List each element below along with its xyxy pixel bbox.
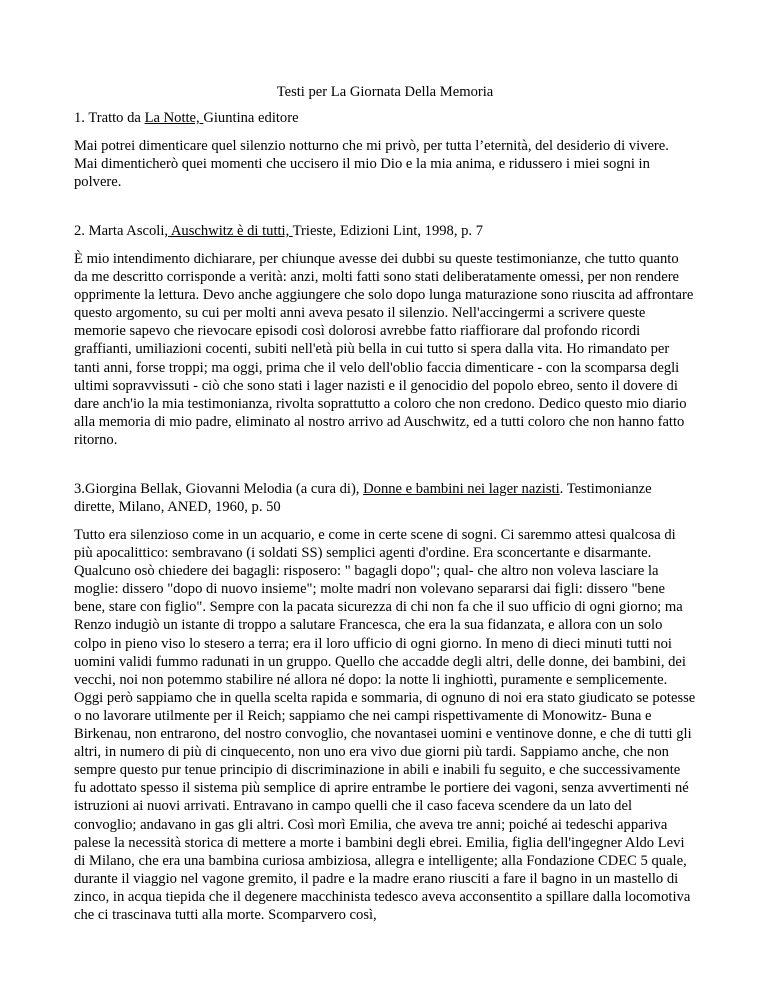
section-3-text: Tutto era silenzioso come in un acquario, e come in certe scene di sogni. Ci saremmo attesi qualcosa di più apocalittico: sembravano (i soldati SS) semplici agenti d'ordine. Era sconcertante e disarmante. Qualcuno osò chiedere dei bagagli: risposero: " bagagli dopo"; qual- che altro non voleva lasciare la moglie: dissero "dopo di nuovo insieme"; molte madri non volevano separarsi dai figli: dissero "bene bene, stare con figlio". Sempre con la pacata sicurezza di chi non fa che il suo ufficio di ogni giorno; ma Renzo indugiò un istante di troppo a salutare Francesca, che era la sua fidanzata, e allora con un solo colpo in pieno viso lo stesero a terra; era il loro ufficio di ogni giorno. In meno di dieci minuti tutti noi uomini validi fummo radunati in un gruppo. Quello che accadde degli altri, delle donne, dei bambini, dei vecchi, noi non potemmo stabilire né allora né dopo: la notte li inghiottì, puramente e semplicemente. Oggi però sappiamo che in quella scelta rapida e sommaria, di ognuno di noi era stato giudicato se potesse o no lavorare utilmente per il Reich; sappiamo che nei campi rispettivamente di Monowitz- Buna e Birkenau, non entrarono, del nostro convoglio, che novantasei uomini e ventinove donne, e che di tutti gli altri, in numero di più di cinquecento, non uno era vivo due giorni più tardi. Sappiamo anche, che non sempre questo pur tenue principio di discriminazione in abili e inabili fu seguito, e che successivamente fu adottato spesso il sistema più semplice di aprire entrambe le portiere dei vagoni, senza avvertimenti né istruzioni ai nuovi arrivati. Entravano in campo quelli che il caso faceva scendere da un lato del convoglio; andavano in gas gli altri. Così morì Emilia, che aveva tre anni; poiché ai tedeschi appariva palese la necessità storica di mettere a morte i bambini degli ebrei. Emilia, figlia dell'ingegner Aldo Levi di Milano, che era una bambina curiosa ambiziosa, allegra e intelligente; alla Fondazione CDEC 5 quale, durante il viaggio nel vagone gremito, il padre e la madre erano riusciti a fare il bagno in un mastello di zinco, in acqua tiepida che il degenere macchinista tedesco aveva acconsentito a spillare dalla locomotiva che ci trascinava tutti alla morte. Scomparvero così,	[74, 527, 696, 923]
section-3-book-title: Donne e bambini nei lager nazisti	[363, 481, 560, 497]
section-3-heading	[74, 480, 696, 516]
section-1-text: Mai potrei dimenticare quel silenzio notturno che mi privò, per tutta l’eternità, del desiderio di vivere. Mai dimenticherò quei momenti che uccisero il mio Dio e la mia anima, e ridussero i miei sogni in polvere.	[74, 138, 669, 191]
section-2-number: 2.	[74, 223, 85, 239]
section-1-book-title: La Notte,	[144, 110, 204, 126]
section-3-suffix: . Testimonianze dirette, Milano, ANED, 1960, p. 50	[74, 481, 652, 516]
section-1-prefix: Tratto da	[84, 110, 145, 126]
section-2-suffix: Trieste, Edizioni Lint, 1998, p. 7	[292, 223, 484, 239]
section-3-prefix: Giorgina Bellak, Giovanni Melodia (a cura di),	[84, 481, 364, 497]
section-2-book-title: , Auschwitz è di tutti,	[164, 223, 293, 239]
document-title: Testi per La Giornata Della Memoria	[276, 84, 494, 100]
section-1-suffix: Giuntina editore	[203, 110, 299, 126]
section-3-number: 3.	[74, 481, 85, 497]
section-2-heading	[74, 222, 696, 240]
section-1-heading	[74, 109, 696, 127]
section-1-number: 1.	[74, 110, 85, 126]
section-2-prefix: Marta Ascoli	[84, 223, 165, 239]
section-2-text: È mio intendimento dichiarare, per chiunque avesse dei dubbi su queste testimonianze, che tutto quanto da me descritto corrisponde a verità: anzi, molti fatti sono stati deliberatamente omessi, per non rendere opprimente la lettura. Devo anche aggiungere che solo dopo lunga maturazione sono riuscita ad affrontare questo argomento, su cui per molti anni aveva pesato il silenzio. Nell'accingermi a scrivere queste memorie sapevo che rievocare episodi così dolorosi avrebbe fatto riaffiorare dal profondo ricordi graffianti, umiliazioni cocenti, subiti nell'età più bella in cui tutto si spera dalla vita. Ho rimandato per tanti anni, forse troppi; ma oggi, prima che il velo dell'oblio faccia dimenticare - con la scomparsa degli ultimi sopravvissuti - ciò che sono stati i lager nazisti e il genocidio del popolo ebreo, sento il dovere di dare anch'io la mia testimonianza, rivolta soprattutto a coloro che non credono. Dedico questo mio diario alla memoria di mio padre, eliminato al nostro arrivo ad Auschwitz, ed a tutti coloro che non hanno fatto ritorno.	[74, 251, 694, 448]
